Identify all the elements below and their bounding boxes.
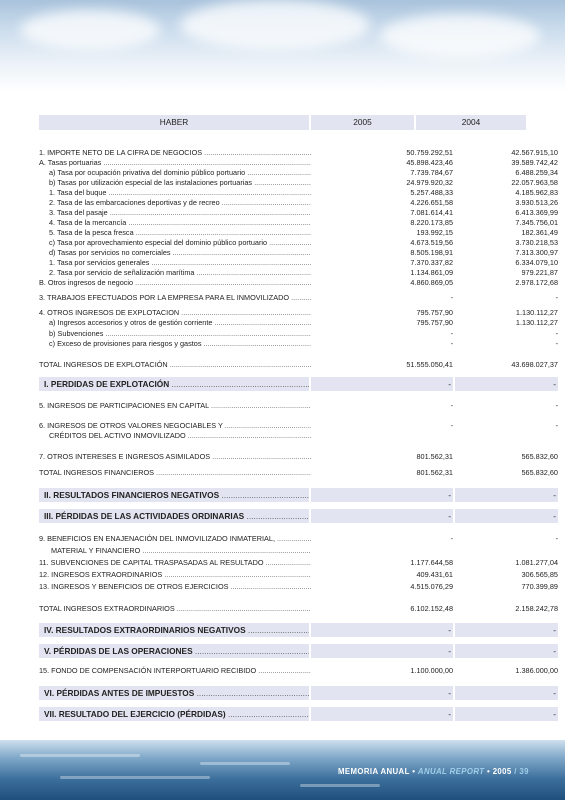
cloud-shape bbox=[380, 14, 540, 58]
table-row: 5. INGRESOS DE PARTICIPACIONES EN CAPITAL ..... - - bbox=[39, 401, 526, 411]
footer-year: 2005 bbox=[492, 767, 512, 776]
table-row: 13. INGRESOS Y BENEFICIOS DE OTROS EJERCICIOS ..... 4.515.076,29 770.399,89 bbox=[39, 582, 526, 592]
footer-title: MEMORIA ANUAL bbox=[338, 767, 410, 776]
table-row: CRÉDITOS DEL ACTIVO INMOVILIZADO ..... bbox=[39, 431, 526, 441]
summary-band: V. PÉRDIDAS DE LAS OPERACIONES ..... - - bbox=[39, 644, 526, 658]
table-row: 15. FONDO DE COMPENSACIÓN INTERPORTUARIO RECIBIDO ..... 1.100.000,00 1.386.000,00 bbox=[39, 666, 526, 676]
table-row: MATERIAL Y FINANCIERO ..... bbox=[39, 546, 526, 556]
summary-band: VI. PÉRDIDAS ANTES DE IMPUESTOS ..... - - bbox=[39, 686, 526, 700]
wave-shape bbox=[20, 754, 140, 757]
table-row: 11. SUBVENCIONES DE CAPITAL TRASPASADAS AL RESULTADO ..... 1.177.644,58 1.081.277,04 bbox=[39, 558, 526, 568]
column-header-2004: 2004 bbox=[416, 115, 526, 130]
table-row: 2. Tasa de las embarcaciones deportivas y de recreo ..... 4.226.651,58 3.930.513,26 bbox=[39, 198, 526, 208]
page-footer bbox=[338, 767, 529, 776]
table-row: 3. TRABAJOS EFECTUADOS POR LA EMPRESA PARA EL INMOVILIZADO ..... - - bbox=[39, 293, 526, 303]
sky-background bbox=[0, 0, 565, 92]
table-row: c) Exceso de provisiones para riesgos y gastos ..... - - bbox=[39, 339, 526, 349]
page-number: 39 bbox=[519, 767, 529, 776]
table-row: 9. BENEFICIOS EN ENAJENACIÓN DEL INMOVILIZADO INMATERIAL, ..... - - bbox=[39, 534, 526, 544]
table-row: 1. IMPORTE NETO DE LA CIFRA DE NEGOCIOS ..... 50.759.292,51 42.567.915,10 bbox=[39, 148, 526, 158]
table-row: 6. INGRESOS DE OTROS VALORES NEGOCIABLES Y ..... - - bbox=[39, 421, 526, 431]
table-row-total: TOTAL INGRESOS EXTRAORDINARIOS ..... 6.102.152,48 2.158.242,78 bbox=[39, 604, 526, 614]
footer-slash: / bbox=[514, 767, 517, 776]
cloud-shape bbox=[20, 10, 160, 50]
column-header-label: HABER bbox=[39, 115, 309, 130]
cloud-shape bbox=[180, 0, 370, 50]
table-row-total: TOTAL INGRESOS DE EXPLOTACIÓN ..... 51.555.050,41 43.698.027,37 bbox=[39, 360, 526, 370]
footer-separator: • bbox=[412, 767, 416, 776]
table-row: A. Tasas portuarias ..... 45.898.423,46 39.589.742,42 bbox=[39, 158, 526, 168]
table-row: B. Otros ingresos de negocio ..... 4.860.869,05 2.978.172,68 bbox=[39, 278, 526, 288]
table-row-total: TOTAL INGRESOS FINANCIEROS ..... 801.562,31 565.832,60 bbox=[39, 468, 526, 478]
footer-separator: • bbox=[486, 767, 491, 776]
summary-band: VII. RESULTADO DEL EJERCICIO (PÉRDIDAS) ..... - - bbox=[39, 707, 526, 721]
summary-band: IV. RESULTADOS EXTRAORDINARIOS NEGATIVOS ..... - - bbox=[39, 623, 526, 637]
footer-title-en: ANUAL REPORT bbox=[417, 767, 485, 776]
table-row: b) Subvenciones ..... - - bbox=[39, 329, 526, 339]
column-header-2005: 2005 bbox=[311, 115, 414, 130]
table-row: 4. OTROS INGRESOS DE EXPLOTACION ..... 795.757,90 1.130.112,27 bbox=[39, 308, 526, 318]
table-row: 12. INGRESOS EXTRAORDINARIOS ..... 409.431,61 306.565,85 bbox=[39, 570, 526, 580]
wave-shape bbox=[200, 762, 290, 765]
table-row: 1. Tasa por servicios generales ..... 7.370.337,82 6.334.079,10 bbox=[39, 258, 526, 268]
wave-shape bbox=[300, 784, 380, 787]
table-row: a) Tasa por ocupación privativa del dominio público portuario ..... 7.739.784,67 6.488.259,34 bbox=[39, 168, 526, 178]
summary-band: II. RESULTADOS FINANCIEROS NEGATIVOS ..... - - bbox=[39, 488, 526, 502]
table-row: 2. Tasa por servicio de señalización marítima ..... 1.134.861,09 979.221,87 bbox=[39, 268, 526, 278]
table-row: 5. Tasa de la pesca fresca ..... 193.992,15 182.361,49 bbox=[39, 228, 526, 238]
table-row: b) Tasas por utilización especial de las instalaciones portuarias ..... 24.979.920,32 22.057.963,58 bbox=[39, 178, 526, 188]
wave-shape bbox=[60, 776, 210, 779]
summary-band: III. PÉRDIDAS DE LAS ACTIVIDADES ORDINARIAS ..... - - bbox=[39, 509, 526, 523]
table-row: c) Tasa por aprovechamiento especial del dominio público portuario ..... 4.673.519,56 3.730.218,53 bbox=[39, 238, 526, 248]
table-row: 7. OTROS INTERESES E INGRESOS ASIMILADOS ..... 801.562,31 565.832,60 bbox=[39, 452, 526, 462]
summary-band: I. PERDIDAS DE EXPLOTACIÓN ..... - - bbox=[39, 377, 526, 391]
table-row: 4. Tasa de la mercancía ..... 8.220.173,85 7.345.756,01 bbox=[39, 218, 526, 228]
table-row: d) Tasas por servicios no comerciales ..... 8.505.198,91 7.313.300,97 bbox=[39, 248, 526, 258]
table-row: 3. Tasa del pasaje ..... 7.081.614,41 6.413.369,99 bbox=[39, 208, 526, 218]
table-row: a) Ingresos accesorios y otros de gestión corriente ..... 795.757,90 1.130.112,27 bbox=[39, 318, 526, 328]
table-row: 1. Tasa del buque ..... 5.257.488,33 4.185.962,83 bbox=[39, 188, 526, 198]
